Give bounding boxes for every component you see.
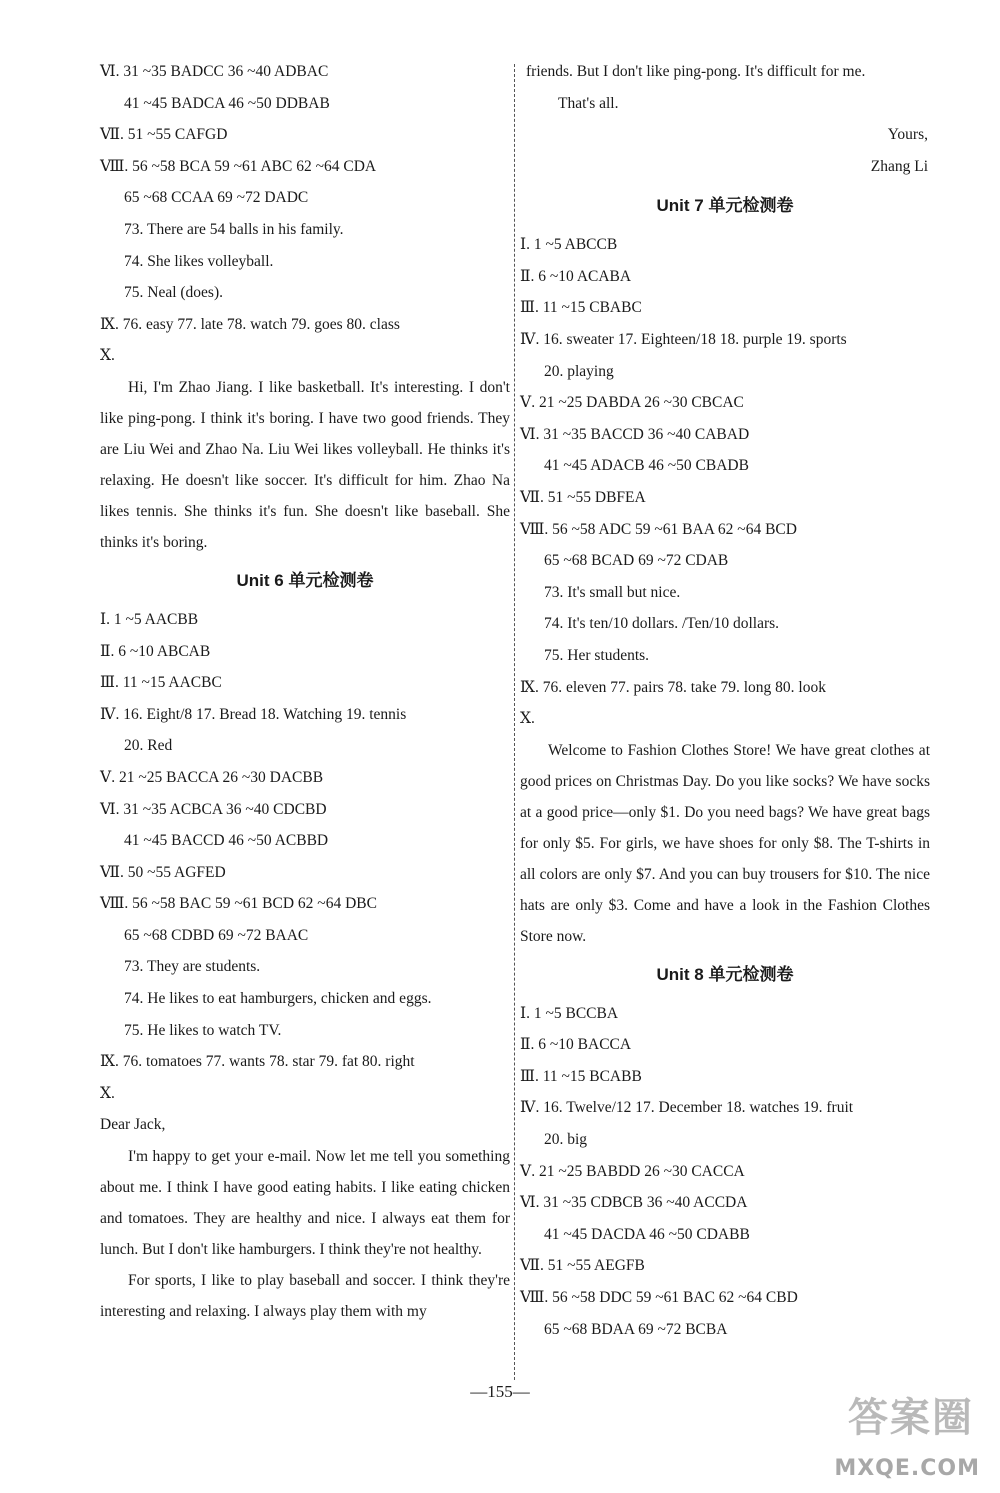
essay-paragraph: Hi, I'm Zhao Jiang. I like basketball. It's interesting. I don't like ping-pong. I think it's boring. I have two good friends. They are Liu Wei and Zhao Na. Liu Wei likes volleyball. He thinks it's relaxing. He doesn't like soccer. It's difficult for him. Zhao Na likes tennis. She thinks it's fun. She doesn't like baseball. She thinks it's boring. (100, 378, 510, 551)
unit-6-heading: Unit 6 单元检测卷 (236, 570, 374, 590)
answer-line: Ⅶ. 51 ~55 CAFGD (100, 126, 228, 144)
left-column (100, 56, 510, 1327)
answer-line: Ⅱ. 6 ~10 ACABA (520, 267, 632, 285)
answer-line: 65 ~68 BCAD 69 ~72 CDAB (544, 552, 729, 570)
answer-line: 74. He likes to eat hamburgers, chicken and eggs. (124, 990, 432, 1008)
answer-line: Ⅰ. 1 ~5 AACBB (100, 610, 199, 628)
answer-line: Ⅶ. 50 ~55 AGFED (100, 863, 226, 881)
answer-line: Ⅳ. 16. sweater 17. Eighteen/18 18. purple 19. sports (520, 330, 847, 348)
watermark-text: 答案圈 (848, 1395, 974, 1441)
answer-line: Ⅵ. 31 ~35 CDBCB 36 ~40 ACCDA (520, 1194, 748, 1212)
answer-line: 75. Her students. (544, 646, 650, 664)
letter-salutation: Dear Jack, (100, 1116, 166, 1134)
answer-line: Ⅶ. 51 ~55 DBFEA (520, 488, 646, 506)
answer-line: Ⅱ. 6 ~10 ABCAB (100, 642, 211, 660)
letter-end: That's all. (558, 94, 619, 112)
answer-line: Ⅷ. 56 ~58 BCA 59 ~61 ABC 62 ~64 CDA (100, 157, 377, 175)
answer-line: Ⅶ. 51 ~55 AEGFB (520, 1257, 645, 1275)
answer-line: Ⅴ. 21 ~25 DABDA 26 ~30 CBCAC (520, 394, 744, 412)
letter-closing: Yours, (887, 126, 928, 144)
answer-line: Ⅹ. (520, 710, 535, 728)
answer-line: Ⅷ. 56 ~58 ADC 59 ~61 BAA 62 ~64 BCD (520, 520, 797, 538)
answer-line: Ⅳ. 16. Twelve/12 17. December 18. watches 19. fruit (520, 1099, 854, 1117)
answer-line: 75. He likes to watch TV. (124, 1021, 282, 1039)
answer-line: 74. She likes volleyball. (124, 252, 274, 270)
answer-line: 73. It's small but nice. (544, 583, 681, 601)
answer-line: Ⅵ. 31 ~35 BACCD 36 ~40 CABAD (520, 425, 750, 443)
answer-line: Ⅲ. 11 ~15 CBABC (520, 299, 642, 317)
answer-line: Ⅱ. 6 ~10 BACCA (520, 1036, 632, 1054)
answer-line: 73. They are students. (124, 958, 261, 976)
essay-paragraph: Welcome to Fashion Clothes Store! We have great clothes at good prices on Christmas Day. Do you like socks? We have socks at a good price—only $1. Do you need bags? We have great bags for only $5. For girls, we have shoes for only $8. The T-shirts in all colors are only $7. And you can buy trousers for $10. The nice hats are only $3. Come and have a look in the Fashion Clothes Store now. (520, 741, 930, 945)
answer-line: 41 ~45 BADCA 46 ~50 DDBAB (124, 94, 330, 112)
answer-line: 65 ~68 CDBD 69 ~72 BAAC (124, 926, 309, 944)
answer-line: Ⅹ. (100, 1084, 115, 1102)
answer-line: Ⅰ. 1 ~5 BCCBA (520, 1004, 619, 1022)
unit-7-heading: Unit 7 单元检测卷 (656, 196, 794, 216)
answer-line: Ⅳ. 16. Eight/8 17. Bread 18. Watching 19. tennis (100, 705, 407, 723)
answer-line: Ⅲ. 11 ~15 AACBC (100, 674, 222, 692)
answer-line: 20. playing (544, 362, 614, 380)
answer-line: 65 ~68 CCAA 69 ~72 DADC (124, 189, 309, 207)
answer-line: Ⅷ. 56 ~58 BAC 59 ~61 BCD 62 ~64 DBC (100, 895, 377, 913)
answer-line: Ⅵ. 31 ~35 BADCC 36 ~40 ADBAC (100, 63, 329, 80)
page-number: —155— (470, 1382, 530, 1401)
answer-line: 20. Red (124, 737, 173, 755)
watermark-logo (780, 1386, 980, 1481)
right-column (520, 56, 930, 1345)
answer-line: Ⅷ. 56 ~58 DDC 59 ~61 BAC 62 ~64 CBD (520, 1289, 798, 1307)
answer-line: Ⅰ. 1 ~5 ABCCB (520, 236, 618, 254)
answer-line: Ⅴ. 21 ~25 BACCA 26 ~30 DACBB (100, 768, 324, 786)
answer-line: Ⅸ. 76. tomatoes 77. wants 78. star 79. fat 80. right (100, 1053, 415, 1071)
answer-line: Ⅲ. 11 ~15 BCABB (520, 1067, 642, 1085)
letter-paragraph: I'm happy to get your e-mail. Now let me tell you something about me. I think I have good eating habits. I like eating chicken and tomatoes. They are healthy and nice. I always eat them for lunch. But I don't like hamburgers. I think they're not healthy. (100, 1148, 510, 1259)
answer-line: 75. Neal (does). (124, 284, 223, 302)
answer-line: Ⅵ. 31 ~35 ACBCA 36 ~40 CDCBD (100, 800, 327, 818)
answer-line: Ⅸ. 76. easy 77. late 78. watch 79. goes 80. class (100, 315, 400, 333)
answer-line: Ⅹ. (100, 347, 115, 365)
column-divider (514, 64, 515, 1380)
answer-line: 20. big (544, 1131, 588, 1149)
answer-line: 73. There are 54 balls in his family. (124, 220, 344, 238)
answer-line: Ⅸ. 76. eleven 77. pairs 78. take 79. long 80. look (520, 678, 826, 696)
answer-line: 65 ~68 BDAA 69 ~72 BCBA (544, 1320, 728, 1338)
letter-paragraph: For sports, I like to play baseball and soccer. I think they're interesting and relaxing. I always play them with my (100, 1272, 510, 1321)
letter-continued: friends. But I don't like ping-pong. It's difficult for me. (526, 63, 866, 80)
answer-line: 41 ~45 ADACB 46 ~50 CBADB (544, 457, 749, 475)
answer-line: 74. It's ten/10 dollars. /Ten/10 dollars. (544, 615, 780, 633)
answer-line: Ⅴ. 21 ~25 BABDD 26 ~30 CACCA (520, 1162, 745, 1180)
unit-8-heading: Unit 8 单元检测卷 (656, 964, 794, 984)
answer-line: 41 ~45 BACCD 46 ~50 ACBBD (124, 832, 329, 850)
answer-line: 41 ~45 DACDA 46 ~50 CDABB (544, 1225, 750, 1243)
letter-signature: Zhang Li (870, 158, 928, 176)
watermark-url: MXQE.COM (834, 1456, 980, 1481)
